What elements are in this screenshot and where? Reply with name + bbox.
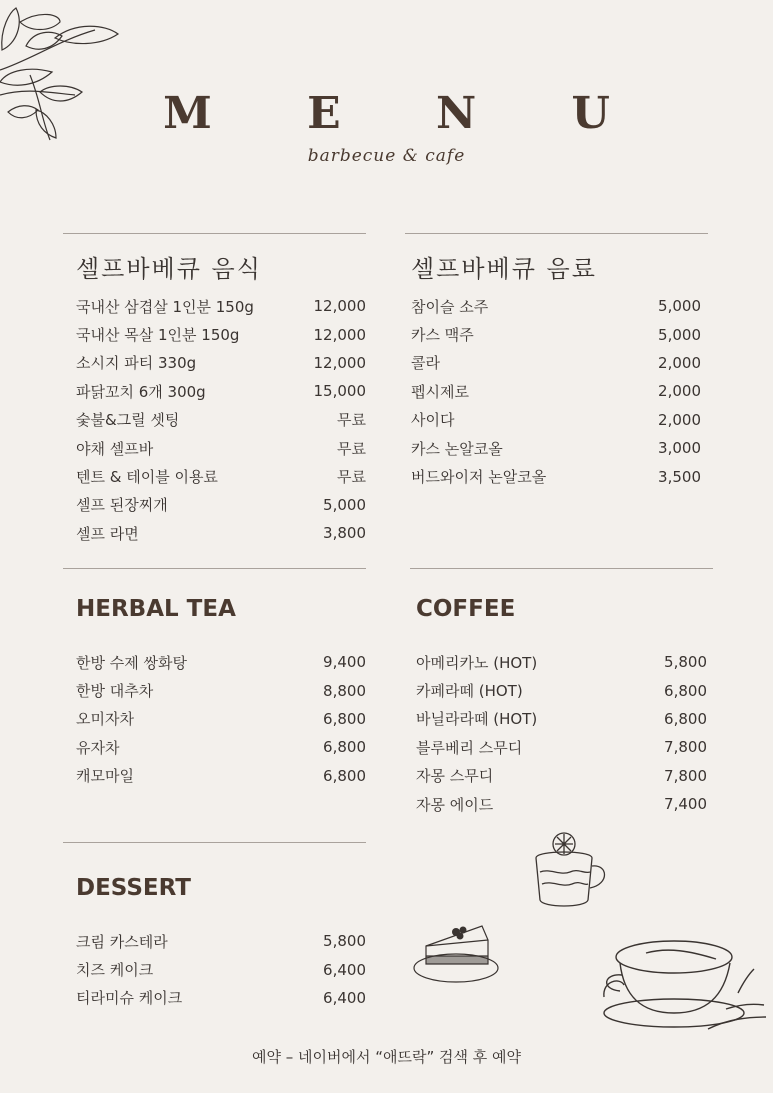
menu-item-price: 3,500 — [658, 467, 701, 486]
menu-item-price: 2,000 — [658, 353, 701, 372]
menu-item-name: 오미자차 — [76, 710, 134, 729]
menu-list — [76, 648, 366, 790]
menu-item — [411, 349, 701, 377]
divider — [410, 568, 713, 569]
menu-list — [411, 292, 701, 491]
menu-item-price: 5,000 — [323, 495, 366, 514]
menu-item-name: 바닐라라떼 (HOT) — [416, 710, 538, 729]
menu-item-price: 12,000 — [313, 325, 366, 344]
menu-item — [416, 676, 707, 704]
menu-item-name: 국내산 삼겹살 1인분 150g — [76, 297, 254, 316]
menu-item-price: 12,000 — [313, 353, 366, 372]
menu-item — [416, 648, 707, 676]
divider — [405, 233, 708, 234]
menu-item — [76, 955, 366, 983]
menu-item-name: 캐모마일 — [76, 767, 134, 786]
menu-item-name: 숯불&그릴 셋팅 — [76, 411, 180, 430]
menu-item-price: 7,800 — [664, 766, 707, 785]
menu-item-price: 12,000 — [313, 297, 366, 316]
menu-item-name: 블루베리 스무디 — [416, 738, 523, 757]
menu-item — [76, 762, 366, 790]
menu-item-name: 참이슬 소주 — [411, 297, 489, 316]
menu-item-name: 펩시제로 — [411, 382, 469, 401]
menu-item — [76, 462, 366, 490]
menu-item — [76, 320, 366, 348]
menu-item-name: 카스 논알코올 — [411, 439, 503, 458]
menu-item — [411, 434, 701, 462]
menu-item-price: 무료 — [337, 411, 366, 430]
divider — [63, 233, 366, 234]
layered-drink-icon — [526, 828, 626, 910]
menu-item-price: 6,800 — [664, 681, 707, 700]
menu-item-name: 셀프 라면 — [76, 524, 139, 543]
menu-item-name: 셀프 된장찌개 — [76, 496, 168, 515]
menu-item-price: 5,000 — [658, 297, 701, 316]
menu-item-name: 텐트 & 테이블 이용료 — [76, 468, 218, 487]
section-bbq-food — [76, 254, 366, 548]
menu-item-price: 6,400 — [323, 988, 366, 1007]
menu-list — [76, 927, 366, 1012]
menu-item — [411, 320, 701, 348]
menu-item-price: 6,800 — [323, 766, 366, 785]
page-title: M E N U — [163, 88, 650, 139]
menu-item-name: 사이다 — [411, 411, 455, 430]
section-bbq-drinks — [411, 254, 701, 491]
section-coffee — [416, 594, 707, 818]
menu-item — [411, 292, 701, 320]
menu-item-price: 2,000 — [658, 410, 701, 429]
menu-item — [76, 984, 366, 1012]
menu-item-price: 5,000 — [658, 325, 701, 344]
menu-item-name: 자몽 스무디 — [416, 767, 494, 786]
menu-item-price: 8,800 — [323, 681, 366, 700]
menu-item-name: 카페라떼 (HOT) — [416, 682, 523, 701]
menu-item-price: 6,800 — [664, 709, 707, 728]
menu-item-price: 5,800 — [664, 653, 707, 672]
menu-item-price: 9,400 — [323, 653, 366, 672]
menu-item — [416, 705, 707, 733]
menu-item-price: 2,000 — [658, 382, 701, 401]
menu-item-name: 국내산 목살 1인분 150g — [76, 326, 240, 345]
menu-item — [76, 377, 366, 405]
menu-item — [76, 648, 366, 676]
menu-item-name: 한방 수제 쌍화탕 — [76, 653, 187, 672]
section-herbal-tea — [76, 594, 366, 790]
section-title: HERBAL TEA — [76, 596, 236, 622]
menu-item-name: 카스 맥주 — [411, 326, 474, 345]
menu-item — [76, 349, 366, 377]
menu-item-price: 무료 — [337, 439, 366, 458]
menu-item — [76, 733, 366, 761]
menu-item-price: 3,000 — [658, 439, 701, 458]
cake-slice-icon — [412, 918, 506, 986]
menu-item — [76, 676, 366, 704]
section-title: 셀프바베큐 음료 — [411, 255, 597, 283]
menu-item-price: 6,800 — [323, 709, 366, 728]
menu-item-name: 크림 카스테라 — [76, 932, 168, 951]
menu-item-name: 티라미슈 케이크 — [76, 989, 183, 1008]
menu-item-price: 7,400 — [664, 795, 707, 814]
menu-item — [76, 705, 366, 733]
menu-item-price: 15,000 — [313, 382, 366, 401]
menu-item-price: 6,400 — [323, 960, 366, 979]
menu-item-name: 유자차 — [76, 738, 120, 757]
menu-item-price: 5,800 — [323, 932, 366, 951]
reservation-note: 예약 – 네이버에서 “애뜨락” 검색 후 예약 — [251, 1048, 521, 1066]
menu-item-name: 자몽 에이드 — [416, 795, 494, 814]
menu-item — [416, 762, 707, 790]
menu-item-price: 3,800 — [323, 524, 366, 543]
menu-item — [416, 790, 707, 818]
page-subtitle: barbecue & cafe — [307, 146, 466, 166]
menu-item-name: 파닭꼬치 6개 300g — [76, 382, 206, 401]
section-title: DESSERT — [76, 875, 191, 901]
section-title: 셀프바베큐 음식 — [76, 255, 262, 283]
menu-list — [76, 292, 366, 548]
menu-item — [76, 434, 366, 462]
menu-item-price: 무료 — [337, 468, 366, 487]
menu-item — [416, 733, 707, 761]
menu-item — [76, 406, 366, 434]
menu-item-name: 한방 대추차 — [76, 682, 154, 701]
menu-item-price: 6,800 — [323, 738, 366, 757]
menu-item — [411, 462, 701, 490]
menu-item-name: 치즈 케이크 — [76, 961, 154, 980]
menu-item-name: 버드와이저 논알코올 — [411, 468, 547, 487]
divider — [63, 842, 366, 843]
menu-item — [76, 927, 366, 955]
menu-item-name: 야채 셀프바 — [76, 439, 154, 458]
section-dessert — [76, 873, 366, 1012]
coffee-cup-icon — [598, 933, 768, 1035]
menu-item — [76, 491, 366, 519]
menu-item — [76, 519, 366, 547]
menu-list — [416, 648, 707, 818]
menu-item — [411, 406, 701, 434]
menu-item-name: 콜라 — [411, 354, 440, 373]
menu-item — [76, 292, 366, 320]
menu-item-name: 아메리카노 (HOT) — [416, 653, 538, 672]
divider — [63, 568, 366, 569]
menu-item-name: 소시지 파티 330g — [76, 354, 197, 373]
section-title: COFFEE — [416, 596, 516, 622]
menu-item-price: 7,800 — [664, 738, 707, 757]
menu-item — [411, 377, 701, 405]
